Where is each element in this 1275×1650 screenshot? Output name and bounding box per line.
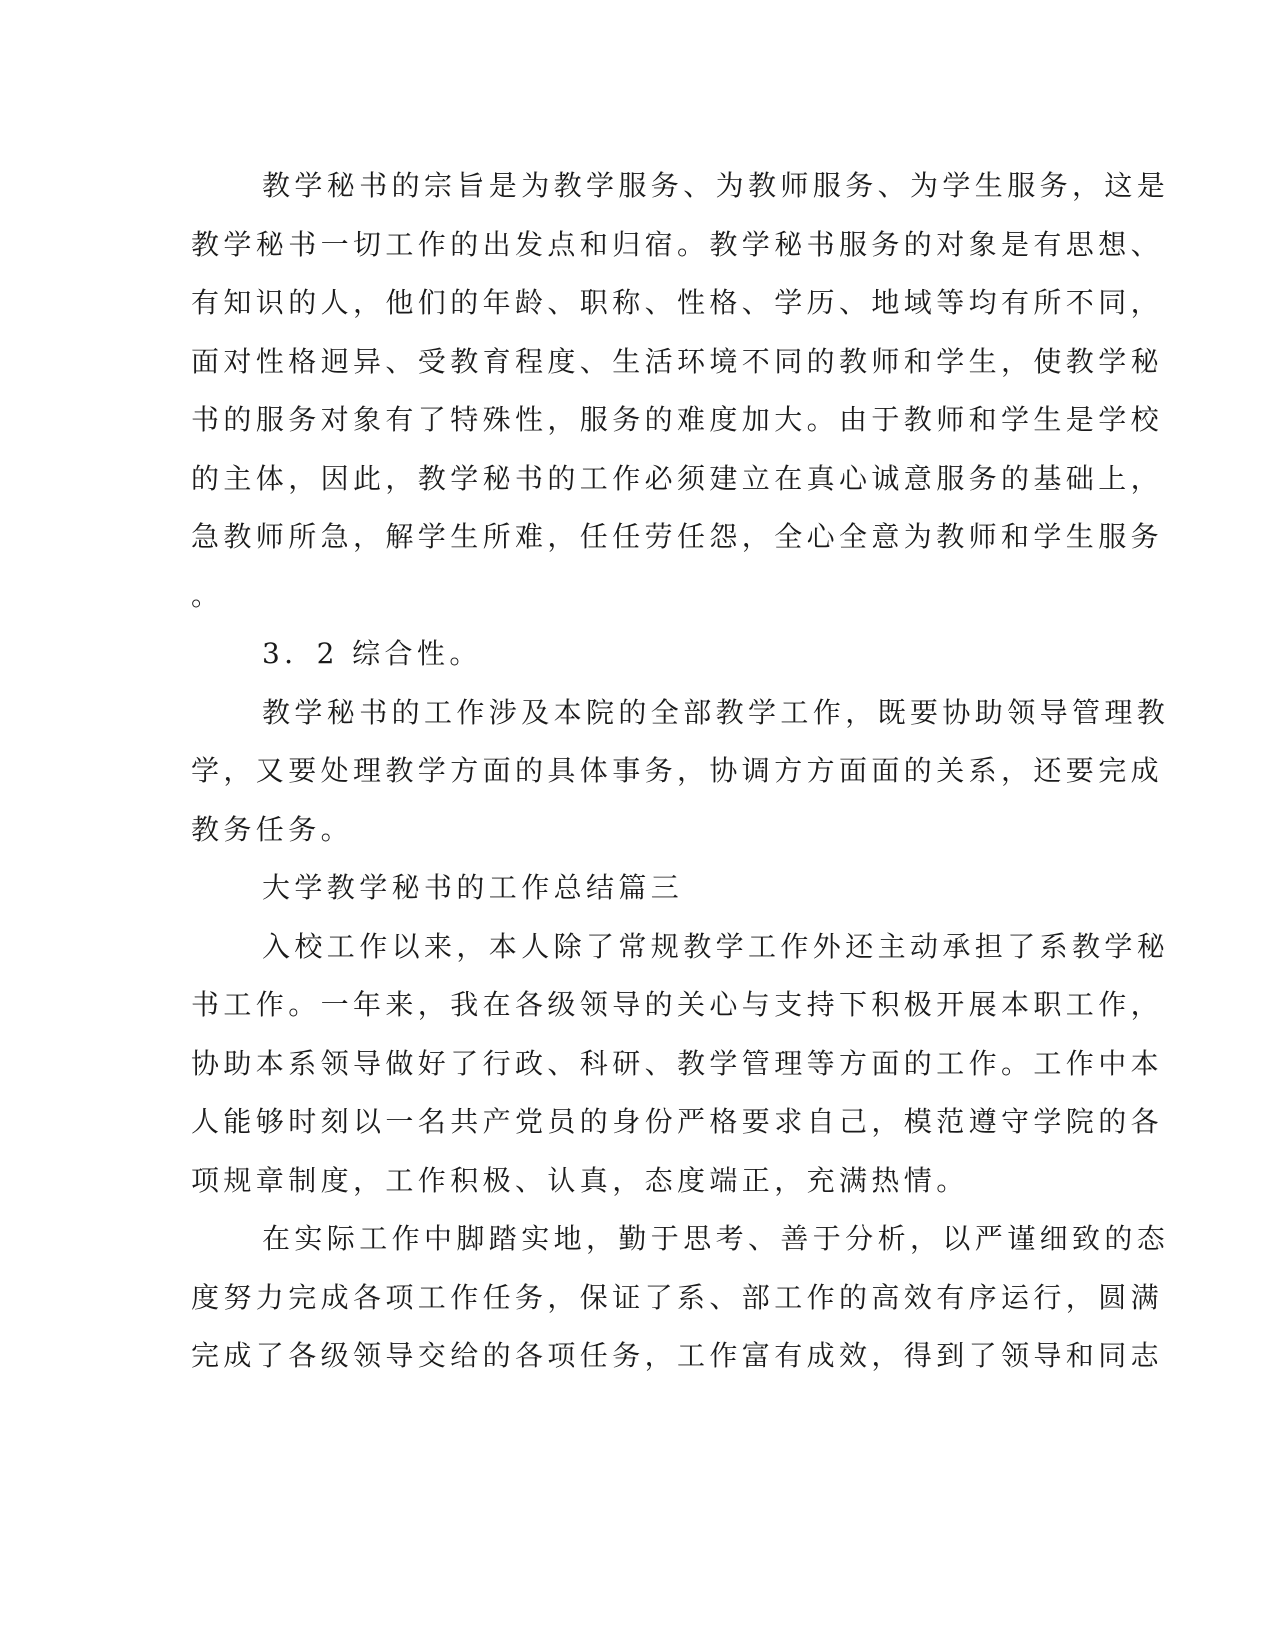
paragraph-1-line-8: 。 xyxy=(191,579,224,612)
paragraph-1-line-2: 教学秘书一切工作的出发点和归宿。教学秘书服务的对象是有思想、 xyxy=(191,228,1164,261)
paragraph-3-line-3: 协助本系领导做好了行政、科研、教学管理等方面的工作。工作中本 xyxy=(191,1047,1164,1080)
paragraph-3-line-4: 人能够时刻以一名共产党员的身份严格要求自己，模范遵守学院的各 xyxy=(191,1105,1164,1138)
paragraph-3-line-5: 项规章制度，工作积极、认真，态度端正，充满热情。 xyxy=(191,1164,969,1197)
paragraph-2-line-3: 教务任务。 xyxy=(191,813,354,846)
paragraph-1-line-7: 急教师所急，解学生所难，任任劳任怨，全心全意为教师和学生服务 xyxy=(191,520,1164,553)
paragraph-1-line-6: 的主体，因此，教学秘书的工作必须建立在真心诚意服务的基础上， xyxy=(191,462,1164,495)
paragraph-2-line-1: 教学秘书的工作涉及本院的全部教学工作，既要协助领导管理教 xyxy=(262,696,1170,729)
paragraph-4-line-1: 在实际工作中脚踏实地，勤于思考、善于分析，以严谨细致的态 xyxy=(262,1222,1170,1255)
section-heading-3-2: 3．2 综合性。 xyxy=(262,637,482,670)
paragraph-1-line-4: 面对性格迥异、受教育程度、生活环境不同的教师和学生，使教学秘 xyxy=(191,345,1164,378)
paragraph-3-line-1: 入校工作以来，本人除了常规教学工作外还主动承担了系教学秘 xyxy=(262,930,1170,963)
paragraph-3-line-2: 书工作。一年来，我在各级领导的关心与支持下积极开展本职工作， xyxy=(191,988,1164,1021)
paragraph-4-line-3: 完成了各级领导交给的各项任务，工作富有成效，得到了领导和同志 xyxy=(191,1339,1164,1372)
article-title: 大学教学秘书的工作总结篇三 xyxy=(262,871,684,904)
paragraph-1-line-3: 有知识的人，他们的年龄、职称、性格、学历、地域等均有所不同， xyxy=(191,286,1164,319)
paragraph-1-line-1: 教学秘书的宗旨是为教学服务、为教师服务、为学生服务，这是 xyxy=(262,169,1170,202)
paragraph-4-line-2: 度努力完成各项工作任务，保证了系、部工作的高效有序运行，圆满 xyxy=(191,1281,1164,1314)
paragraph-2-line-2: 学，又要处理教学方面的具体事务，协调方方面面的关系，还要完成 xyxy=(191,754,1164,787)
paragraph-1-line-5: 书的服务对象有了特殊性，服务的难度加大。由于教师和学生是学校 xyxy=(191,403,1164,436)
